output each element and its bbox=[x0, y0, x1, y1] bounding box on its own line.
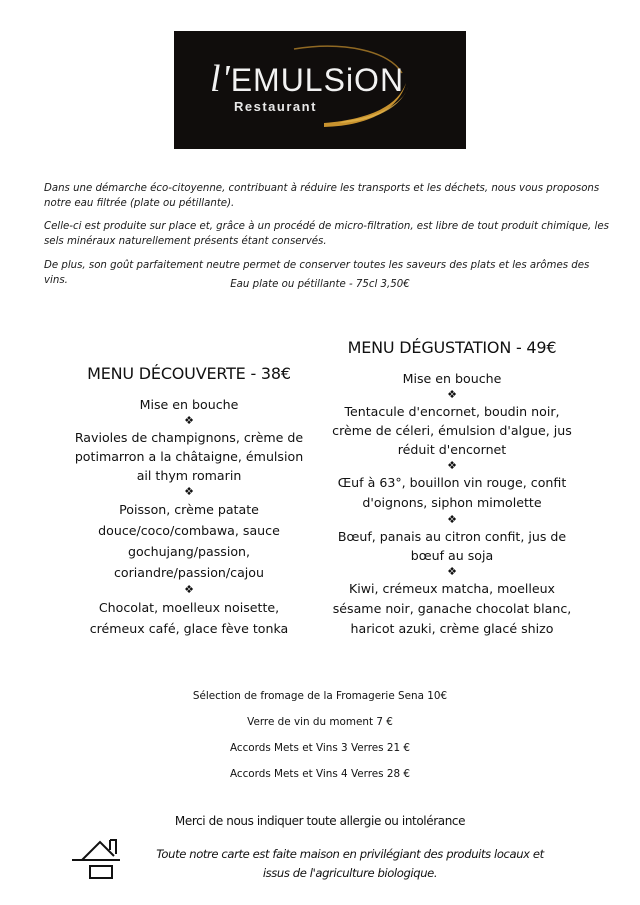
allergy-note: Merci de nous indiquer toute allergie ou intolérance bbox=[174, 814, 466, 828]
menu-item: Chocolat, moelleux noisette, crémeux café, glace fève tonka bbox=[89, 600, 289, 636]
intro-paragraph-3: De plus, son goût parfaitement neutre permet de conserver toutes les saveurs des plats et les arômes des vins. bbox=[44, 260, 590, 286]
separator-icon: ❖ bbox=[447, 565, 457, 578]
fait-maison-line-2: issus de l'agriculture biologique. bbox=[262, 866, 438, 880]
separator-icon: ❖ bbox=[184, 485, 194, 498]
separator-icon: ❖ bbox=[447, 459, 457, 472]
separator-icon: ❖ bbox=[447, 388, 457, 401]
menu-item: Œuf à 63°, bouillon vin rouge, confit d'oignons, siphon mimolette bbox=[337, 475, 567, 510]
fait-maison-note bbox=[130, 845, 570, 883]
intro-paragraph-2: Celle-ci est produite sur place et, grâce à un procédé de micro-filtration, est libre de tout produit chimique, les sels minéraux naturellement présents étant conservés. bbox=[44, 221, 609, 247]
extra-pairing-4: Accords Mets et Vins 4 Verres 28 € bbox=[229, 768, 411, 780]
extra-pairing-3: Accords Mets et Vins 3 Verres 21 € bbox=[229, 742, 411, 754]
brand-name: l'EMULSiON bbox=[210, 58, 405, 100]
water-price: Eau plate ou pétillante - 75cl 3,50€ bbox=[230, 279, 410, 290]
menu-degustation bbox=[332, 338, 572, 639]
menu-degustation-title: MENU DÉGUSTATION - 49€ bbox=[347, 338, 557, 357]
menu-item: Ravioles de champignons, crème de potimarron a la châtaigne, émulsion ail thym romarin bbox=[74, 430, 304, 483]
restaurant-logo bbox=[174, 31, 466, 149]
extra-wine-glass: Verre de vin du moment 7 € bbox=[247, 716, 393, 728]
menu-item: Kiwi, crémeux matcha, moelleux sésame noir, ganache chocolat blanc, haricot azuki, crème glacé shizo bbox=[332, 581, 572, 636]
separator-icon: ❖ bbox=[184, 414, 194, 427]
brand-subtitle: Restaurant bbox=[234, 99, 317, 114]
intro-paragraph-1: Dans une démarche éco-citoyenne, contribuant à réduire les transports et les déchets, nous vous proposons notre eau filtrée (plate ou pétillante). bbox=[44, 183, 600, 209]
separator-icon: ❖ bbox=[184, 583, 194, 596]
menu-item: Tentacule d'encornet, boudin noir, crème de céleri, émulsion d'algue, jus réduit d'encornet bbox=[332, 404, 572, 457]
menu-item: Poisson, crème patate douce/coco/combawa, sauce gochujang/passion, coriandre/passion/cajou bbox=[98, 502, 280, 580]
fait-maison-line-1: Toute notre carte est faite maison en privilégiant des produits locaux et bbox=[156, 847, 544, 861]
extra-cheese: Sélection de fromage de la Fromagerie Sena 10€ bbox=[192, 690, 448, 702]
fait-maison-house-icon bbox=[70, 836, 122, 880]
menu-decouverte bbox=[74, 364, 304, 639]
menu-decouverte-title: MENU DÉCOUVERTE - 38€ bbox=[87, 364, 291, 383]
menu-item: Mise en bouche bbox=[139, 397, 239, 412]
menu-item: Bœuf, panais au citron confit, jus de bœuf au soja bbox=[337, 529, 567, 563]
menu-item: Mise en bouche bbox=[402, 371, 502, 386]
separator-icon: ❖ bbox=[447, 513, 457, 526]
